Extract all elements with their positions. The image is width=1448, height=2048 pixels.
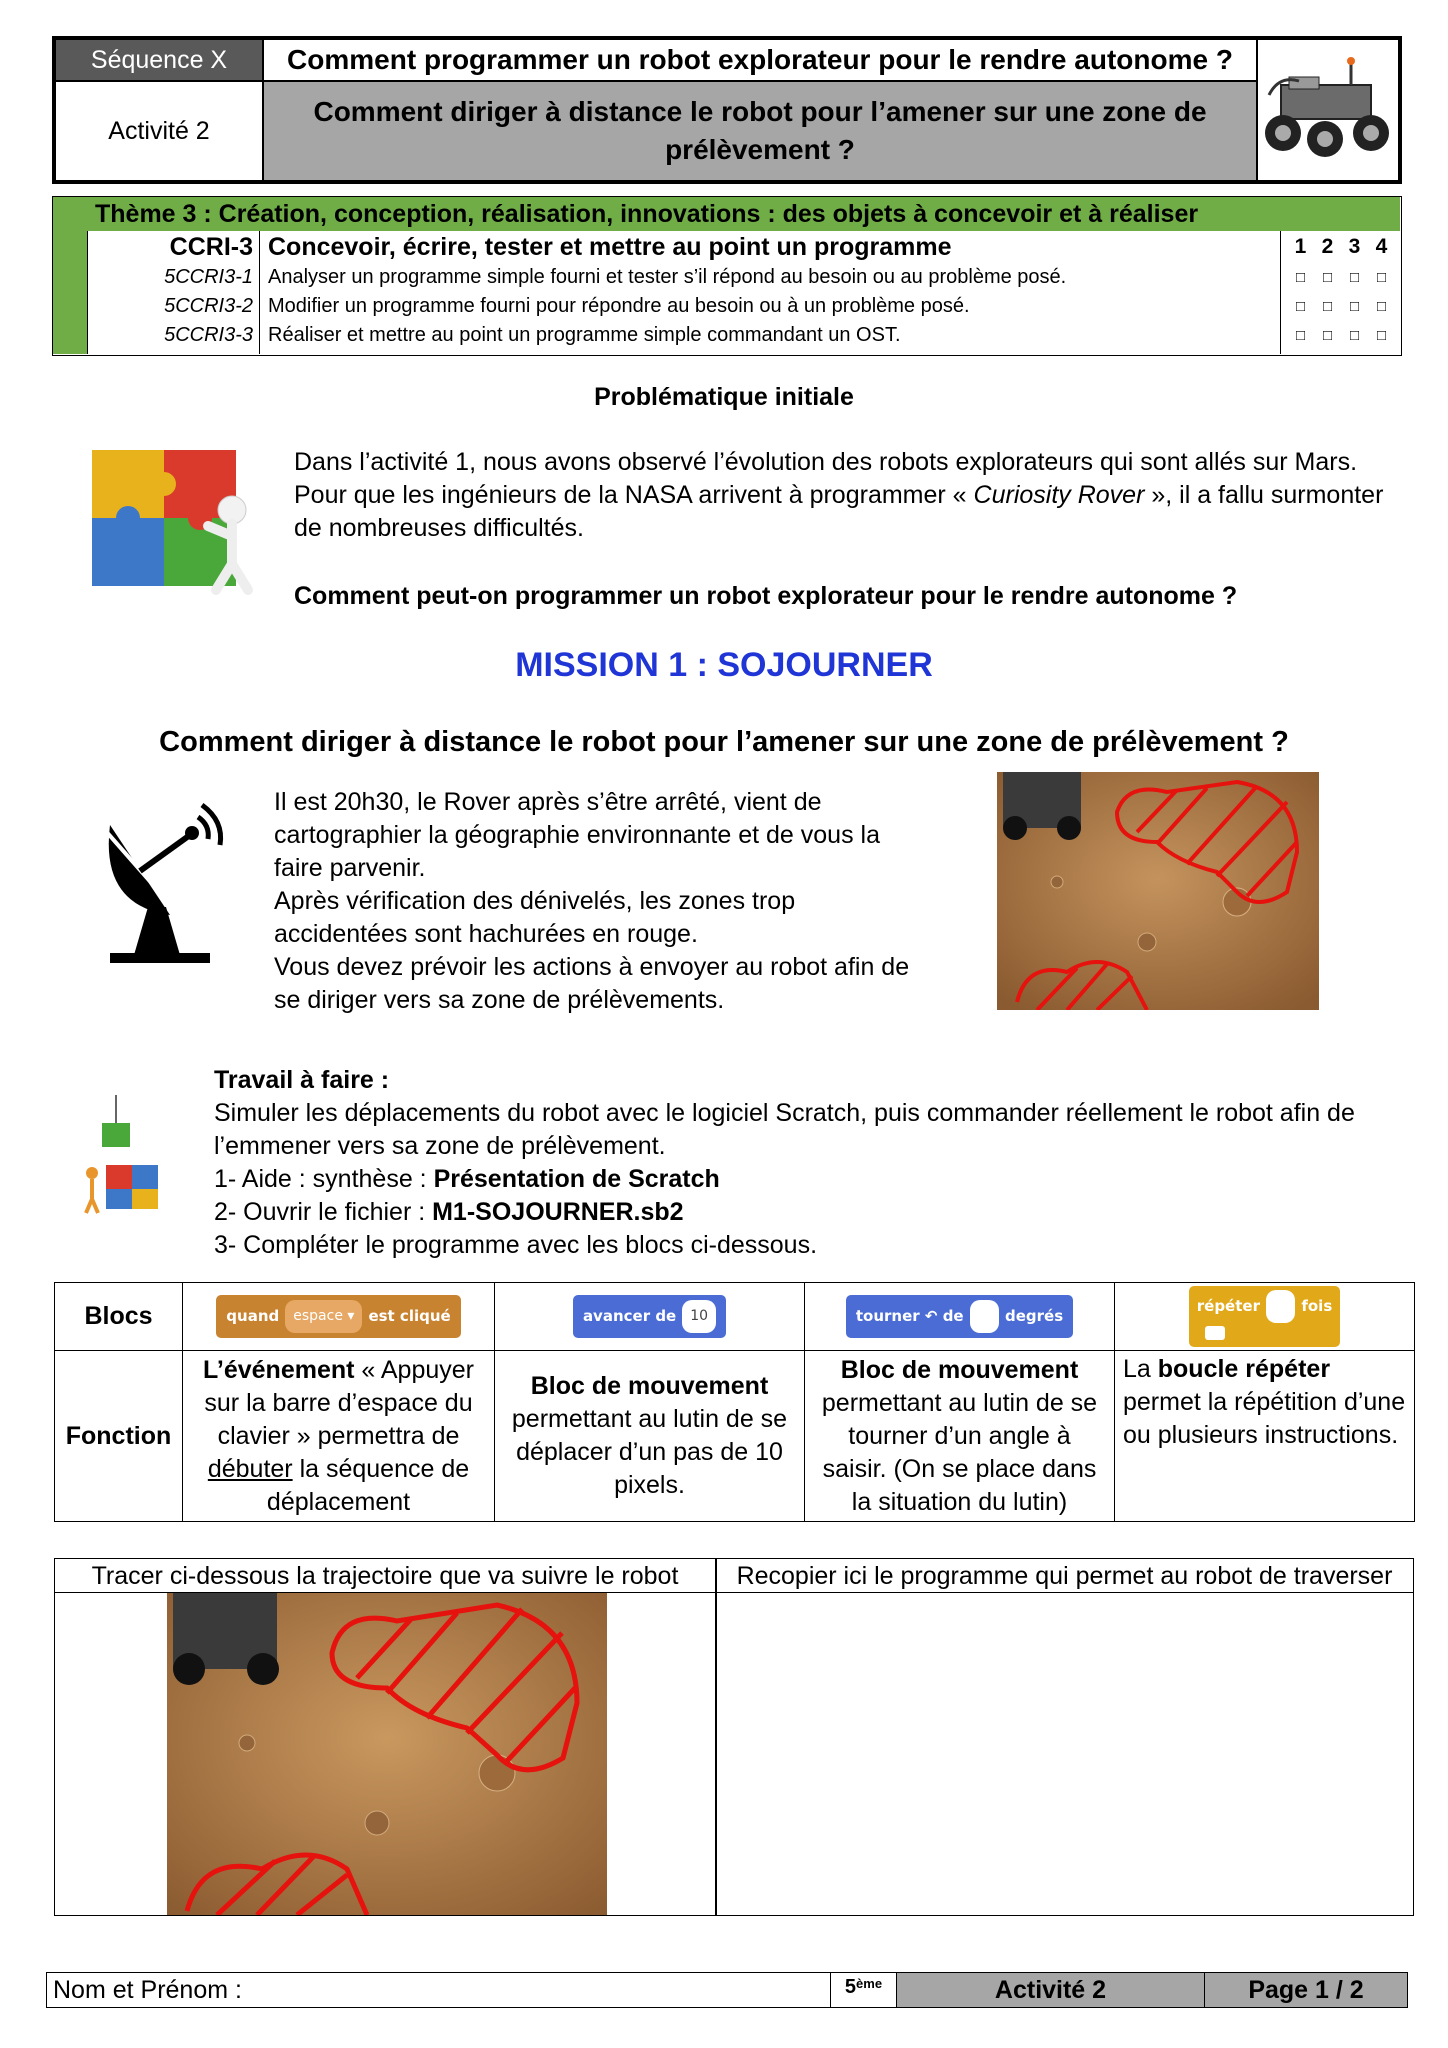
function-row bbox=[55, 1351, 1415, 1522]
when-key-pressed-block[interactable] bbox=[216, 1295, 460, 1338]
main-title: Comment programmer un robot explorateur pour le rendre autonome ? bbox=[264, 40, 1256, 82]
checkbox-row bbox=[1281, 321, 1401, 350]
puzzle-crane-icon bbox=[76, 1095, 166, 1215]
checkbox[interactable]: □ bbox=[1322, 327, 1333, 344]
function-text: permettant au lutin de se tourner d’un angle à saisir. (On se place dans la situation du lutin) bbox=[821, 1388, 1098, 1516]
problem-heading: Problématique initiale bbox=[594, 383, 854, 411]
block-text: est cliqué bbox=[368, 1307, 451, 1325]
trajectory-table bbox=[54, 1558, 1414, 1916]
level-4: 4 bbox=[1375, 235, 1388, 258]
grade-number: 5 bbox=[844, 1976, 857, 1998]
puzzle-figure-icon bbox=[82, 440, 257, 600]
block-cell bbox=[805, 1283, 1115, 1351]
checkbox[interactable]: □ bbox=[1349, 298, 1360, 315]
checkbox[interactable]: □ bbox=[1295, 269, 1306, 286]
grade-label bbox=[831, 1973, 897, 2007]
block-text: degrés bbox=[1004, 1307, 1064, 1325]
function-text: permettant au lutin de se déplacer d’un pas de 10 pixels. bbox=[511, 1405, 788, 1499]
task-step-3: 3- Compléter le programme avec les blocs ci-dessous. bbox=[214, 1231, 818, 1259]
theme-box bbox=[52, 196, 1402, 356]
competence-codes bbox=[88, 231, 260, 354]
problem-text-italic: Curiosity Rover bbox=[973, 481, 1145, 509]
item-text: Réaliser et mettre au point un programme simple commandant un OST. bbox=[268, 324, 901, 346]
block-cell bbox=[183, 1283, 495, 1351]
task-step-1-bold: Présentation de Scratch bbox=[433, 1165, 720, 1193]
mission-line: Vous devez prévoir les actions à envoyer au robot afin de bbox=[274, 953, 910, 981]
repeat-block[interactable] bbox=[1189, 1286, 1341, 1347]
theme-strip bbox=[53, 231, 87, 354]
blocks-table bbox=[54, 1282, 1415, 1522]
checkbox[interactable]: □ bbox=[1376, 269, 1387, 286]
function-text: la séquence de déplacement bbox=[266, 1454, 470, 1516]
level-3: 3 bbox=[1348, 235, 1361, 258]
block-slot: 10 bbox=[682, 1300, 716, 1333]
task-intro: Simuler les déplacements du robot avec le logiciel Scratch, puis commander réellement le robot afin de l’emmener vers sa zone de prélèvement. bbox=[214, 1099, 1355, 1160]
mars-terrain-map bbox=[997, 772, 1319, 1010]
mission-question: Comment diriger à distance le robot pour l’amener sur une zone de prélèvement ? bbox=[159, 726, 1289, 758]
block-cell bbox=[495, 1283, 805, 1351]
checkbox[interactable]: □ bbox=[1349, 327, 1360, 344]
task-step-1-prefix: 1- Aide : synthèse : bbox=[214, 1165, 434, 1193]
problem-text bbox=[294, 446, 1394, 545]
checkbox[interactable]: □ bbox=[1349, 269, 1360, 286]
mission-line: Après vérification des dénivelés, les zones trop bbox=[274, 887, 796, 915]
blocks-label: Blocs bbox=[55, 1283, 183, 1351]
name-field[interactable] bbox=[47, 1973, 831, 2007]
function-cell bbox=[1115, 1351, 1415, 1522]
mission-line: faire parvenir. bbox=[274, 854, 426, 882]
task-block bbox=[214, 1064, 1404, 1262]
sub-title: Comment diriger à distance le robot pour l’amener sur une zone de prélèvement ? bbox=[264, 82, 1256, 180]
block-text: fois bbox=[1301, 1297, 1333, 1315]
page-number: Page 1 / 2 bbox=[1205, 1973, 1407, 2007]
sequence-label: Séquence X bbox=[56, 40, 264, 82]
task-step-2-bold: M1-SOJOURNER.sb2 bbox=[432, 1198, 684, 1226]
trajectory-map[interactable] bbox=[167, 1593, 607, 1915]
level-1: 1 bbox=[1294, 235, 1307, 258]
checkbox[interactable]: □ bbox=[1376, 298, 1387, 315]
blocks-row bbox=[55, 1283, 1415, 1351]
function-label: Fonction bbox=[55, 1351, 183, 1522]
mission-text bbox=[274, 786, 914, 1017]
function-text: « Appuyer sur la barre d’espace du clavier » permettra de bbox=[204, 1355, 474, 1450]
mission-line: cartographier la géographie environnante et de vous la bbox=[274, 821, 880, 849]
level-numbers bbox=[1281, 231, 1401, 263]
move-block[interactable] bbox=[573, 1295, 726, 1338]
program-heading: Recopier ici le programme qui permet au robot de traverser bbox=[716, 1559, 1413, 1593]
satellite-dish-icon bbox=[90, 795, 230, 975]
problem-text-before: Dans l’activité 1, nous avons observé l’évolution des robots explorateurs qui sont allés sur Mars. Pour que les ingénieurs de la NASA arrivent à programmer « bbox=[294, 448, 1358, 509]
item-code: 5CCRI3-1 bbox=[164, 266, 253, 288]
block-cell bbox=[1115, 1283, 1415, 1351]
checkbox[interactable]: □ bbox=[1295, 327, 1306, 344]
checkbox[interactable]: □ bbox=[1376, 327, 1387, 344]
checkbox[interactable]: □ bbox=[1295, 298, 1306, 315]
mission-title: MISSION 1 : SOJOURNER bbox=[515, 646, 933, 684]
function-cell bbox=[183, 1351, 495, 1522]
activity-label: Activité 2 bbox=[56, 82, 264, 180]
problem-text-after: », il a fallu surmonter de nombreuses difficultés. bbox=[294, 481, 1384, 542]
item-text: Analyser un programme simple fourni et tester s’il répond au besoin ou au problème posé. bbox=[268, 266, 1067, 288]
block-slot: espace ▾ bbox=[285, 1300, 362, 1333]
mission-line: se diriger vers sa zone de prélèvements. bbox=[274, 986, 725, 1014]
block-text: tourner ↶ de bbox=[855, 1307, 964, 1325]
name-label: Nom et Prénom : bbox=[53, 1975, 242, 2004]
function-cell bbox=[495, 1351, 805, 1522]
competence-code: CCRI-3 bbox=[169, 233, 253, 261]
grade-sup: ème bbox=[856, 1976, 883, 1991]
function-bold: Bloc de mouvement bbox=[840, 1355, 1079, 1384]
function-text: La bbox=[1123, 1355, 1158, 1383]
competence-description: Concevoir, écrire, tester et mettre au point un programme bbox=[268, 233, 952, 261]
block-text: avancer de bbox=[582, 1307, 677, 1325]
block-text: quand bbox=[226, 1307, 280, 1325]
trajectory-heading: Tracer ci-dessous la trajectoire que va suivre le robot bbox=[55, 1559, 715, 1593]
mission-line: accidentées sont hachurées en rouge. bbox=[274, 920, 698, 948]
function-bold: L’événement bbox=[203, 1355, 355, 1384]
turn-block[interactable] bbox=[846, 1295, 1073, 1338]
footer-activity: Activité 2 bbox=[897, 1973, 1205, 2007]
robot-rover-icon bbox=[1256, 40, 1398, 180]
task-step-2 bbox=[214, 1196, 1404, 1229]
block-text: répéter bbox=[1196, 1297, 1260, 1315]
competence-descriptions bbox=[268, 231, 1268, 350]
function-bold: boucle répéter bbox=[1157, 1355, 1331, 1383]
checkbox[interactable]: □ bbox=[1322, 269, 1333, 286]
theme-title: Thème 3 : Création, conception, réalisation, innovations : des objets à concevoir et à réaliser bbox=[53, 197, 1400, 231]
item-text: Modifier un programme fourni pour répondre au besoin ou à un problème posé. bbox=[268, 295, 970, 317]
function-cell bbox=[805, 1351, 1115, 1522]
function-text: permet la répétition d’une ou plusieurs instructions. bbox=[1123, 1388, 1406, 1449]
task-step-2-prefix: 2- Ouvrir le fichier : bbox=[214, 1198, 433, 1226]
checkbox-row bbox=[1281, 263, 1401, 292]
level-grid bbox=[1280, 231, 1401, 354]
problem-question: Comment peut-on programmer un robot explorateur pour le rendre autonome ? bbox=[294, 582, 1238, 610]
task-step-1 bbox=[214, 1163, 1404, 1196]
mission-line: Il est 20h30, le Rover après s’être arrêté, vient de bbox=[274, 788, 822, 816]
header-table bbox=[52, 36, 1402, 184]
function-bold: Bloc de mouvement bbox=[530, 1372, 769, 1400]
checkbox[interactable]: □ bbox=[1322, 298, 1333, 315]
task-heading: Travail à faire : bbox=[214, 1066, 390, 1094]
item-code: 5CCRI3-3 bbox=[164, 324, 253, 346]
function-underline: débuter bbox=[207, 1454, 293, 1483]
level-2: 2 bbox=[1321, 235, 1334, 258]
footer-bar bbox=[46, 1972, 1408, 2008]
competence-table bbox=[87, 231, 1400, 354]
item-code: 5CCRI3-2 bbox=[164, 295, 253, 317]
checkbox-row bbox=[1281, 292, 1401, 321]
